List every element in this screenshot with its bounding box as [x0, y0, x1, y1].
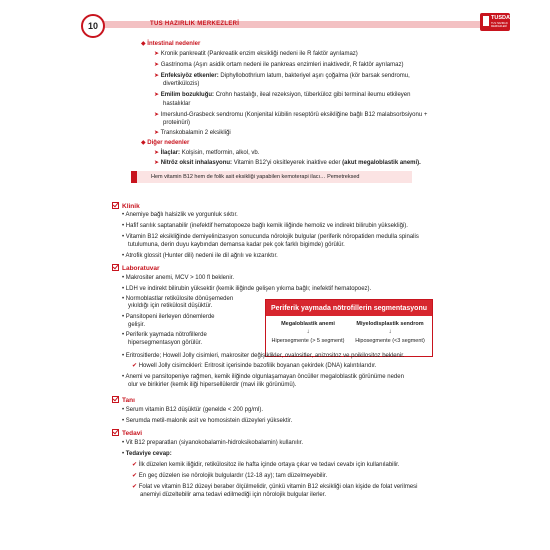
list-item-cont: hipersegmentasyon görülür.: [128, 340, 203, 346]
arrow-bullet-icon: ➤: [154, 51, 161, 57]
bullet-icon: •: [122, 223, 126, 229]
arrow-bullet-icon: ➤: [154, 150, 161, 156]
bullet-icon: •: [122, 440, 126, 446]
logo-subtext: TUS HAZIRLIK MERKEZLERİ: [491, 22, 508, 28]
check-icon: ✔: [132, 484, 139, 490]
bullet-icon: •: [122, 332, 126, 338]
bullet-icon: •: [122, 296, 126, 302]
bullet-icon: •: [122, 418, 126, 424]
checkbox-icon: [112, 429, 119, 436]
list-item: ➤ Nitröz oksit inhalasyonu: Vitamin B12'yi oksitleyerek inaktive eder (akut megaloblastik anemi).: [154, 160, 421, 166]
list-item-cont: hastalıklar: [163, 101, 191, 107]
bullet-icon: •: [122, 407, 126, 413]
down-arrow-icon: ↓: [306, 329, 310, 335]
list-item: • Tedaviye cevap:: [122, 451, 172, 457]
list-item: • Normoblastlar retikülosite dönüşemeden: [122, 296, 234, 302]
list-item: ✔ İlk düzelen kemik iliğidir, retikülositoz ile hafta içinde ortaya çıkar ve tedavi cevabı için kullanılabilir.: [132, 462, 400, 468]
list-item: • Vit B12 preparatları (siyanokobalamin-hidroksikobalamin) kullanılır.: [122, 440, 304, 446]
bullet-icon: •: [122, 234, 126, 240]
list-item: ➤ Imerslund-Grasbeck sendromu (Konjenital kübilin reseptörü eksikliğine bağlı B12 malabsorbsiyonu +: [154, 112, 428, 118]
info-note: [131, 171, 412, 183]
other-heading: ◆ Diğer nedenler: [141, 140, 190, 146]
list-item: ➤ Kronik pankreatit (Pankreatik enzim eksikliği nedeni ile R faktör ayrılamaz): [154, 51, 358, 57]
note-text: Hem vitamin B12 hem de folik asit eksikliği yapabilen kemoterapi ilacı… Pemetreksed: [151, 174, 360, 180]
list-item: ➤ Enfeksiyöz etkenler: Diphyllobothrium latum, bakteriyel aşırı çoğalma (kör barsak sendromu,: [154, 73, 410, 79]
right-value: Hiposegmente (<3 segment): [355, 338, 425, 344]
arrow-bullet-icon: ➤: [154, 160, 161, 166]
down-arrow-icon: ↓: [388, 329, 392, 335]
bullet-icon: •: [122, 353, 126, 359]
bullet-icon: •: [122, 451, 126, 457]
bullet-icon: •: [122, 275, 126, 281]
tani-heading: Tanı: [112, 396, 135, 404]
list-item: • Eritrositlerde; Howell Jolly cisimleri, makrositer değişiklikler, ovalositler, anizositoz ve poikilositoz beklenir.: [122, 353, 405, 359]
logo-text: TUSDATA: [491, 15, 517, 21]
list-item-cont: gelişir.: [128, 322, 146, 328]
list-item-cont: tutulumuna, derin duyu kaybından demansa kadar pek çok farklı bigimde) görülür.: [128, 242, 345, 248]
list-item: • Vitamin B12 eksikliğinde demiyelinizasyon sonucunda nörolojik bulgular (periferik nöropatiden medulla spinalis: [122, 234, 419, 240]
list-item: ✔ En geç düzelen ise nörolojik bulgulardır (12-18 ay); tam düzelmeyebilir.: [132, 473, 328, 479]
list-item-cont: divertikülozis): [163, 81, 200, 87]
tusdata-logo: [480, 13, 517, 31]
list-item: • Hafif sarılık saptanabilir (inefektif hematopoeze bağlı kemik iliğinde hemoliz ve indirekt bilirubin yüksekliği).: [122, 223, 408, 229]
table-title: Periferik yaymada nötrofillerin segmentasyonu: [266, 300, 432, 316]
list-item: • Anemiye bağlı halsizlik ve yorgunluk sıktır.: [122, 212, 238, 218]
arrow-bullet-icon: ➤: [154, 92, 161, 98]
list-item: ➤ Emilim bozukluğu: Crohn hastalığı, ileal rezeksiyon, tüberküloz gibi terminal ileumu etkileyen: [154, 92, 411, 98]
checkbox-icon: [112, 396, 119, 403]
list-item-cont: yıkıldığı için retikülosit düşüktür.: [128, 303, 213, 309]
bullet-icon: •: [122, 374, 126, 380]
list-item-cont: proteinüri): [163, 120, 191, 126]
list-item: ➤ Transkobalamin 2 eksikliği: [154, 130, 231, 136]
left-title: Megaloblastik anemi: [281, 321, 335, 327]
list-item-cont: anemiyi düzeltebilir ama tedavi edilmediği için nörolojik bulgular ilerler.: [140, 492, 327, 498]
intestinal-heading: ◆ İntestinal nedenler: [141, 41, 201, 47]
list-item: ✔ Folat ve vitamin B12 düzeyi beraber ölçülmelidir, çünkü vitamin B12 eksikliği olan kişide de folat verilmesi: [132, 484, 418, 490]
list-item: • Serum vitamin B12 düşüktür (genelde < 200 pg/ml).: [122, 407, 264, 413]
arrow-bullet-icon: ➤: [154, 62, 161, 68]
list-item: • Makrositer anemi, MCV > 100 fl beklenir.: [122, 275, 234, 281]
page-number: 10: [81, 14, 105, 38]
list-item: ➤ İlaçlar: Kolşisin, metformin, alkol, vb.: [154, 150, 260, 156]
checkbox-icon: [112, 264, 119, 271]
list-item: • LDH ve indirekt bilirubin yüksektir (kemik iliğinde gelişen yıkıma bağlı; inefektif hematopoez).: [122, 286, 372, 292]
segmentation-table: [265, 299, 433, 357]
klinik-heading: Klinik: [112, 202, 140, 210]
arrow-bullet-icon: ➤: [154, 73, 161, 79]
left-value: Hipersegmente (> 5 segment): [271, 338, 345, 344]
check-icon: ✔: [132, 462, 139, 468]
list-item: • Periferik yaymada nötrofillerde: [122, 332, 207, 338]
diamond-bullet-icon: ◆: [141, 41, 148, 47]
checkbox-icon: [112, 202, 119, 209]
list-item: • Anemi ve pansitopeniye rağmen, kemik iliğinde olgunlaşamayan öncüller megaloblastik görünüme neden: [122, 374, 404, 380]
bullet-icon: •: [122, 253, 126, 259]
logo-icon: [483, 16, 489, 26]
list-item: • Atrofik glossit (Hunter dili) nedeni ile dil ağrılı ve kızarıktır.: [122, 253, 278, 259]
arrow-bullet-icon: ➤: [154, 130, 161, 136]
list-item: • Serumda metil-malonik asit ve homosistein düzeyleri yüksektir.: [122, 418, 293, 424]
arrow-bullet-icon: ➤: [154, 112, 161, 118]
header-title: TUS HAZIRLIK MERKEZLERİ: [150, 21, 240, 27]
list-item: ✔ Howell Jolly cisimcikleri: Eritrosit içerisinde bazofilik boyanan çekirdek (DNA) kalıntılarıdır.: [132, 363, 377, 369]
right-title: Miyelodisplastik sendrom: [356, 321, 424, 327]
diamond-bullet-icon: ◆: [141, 140, 148, 146]
bullet-icon: •: [122, 286, 126, 292]
bullet-icon: •: [122, 314, 126, 320]
lab-heading: Laboratuvar: [112, 264, 160, 272]
list-item-cont: olur ve birikirler (kemik iliği hipersellülerdir (mavi ilik görünümü).: [128, 382, 297, 388]
check-icon: ✔: [132, 363, 139, 369]
bullet-icon: •: [122, 212, 126, 218]
check-icon: ✔: [132, 473, 139, 479]
list-item: ➤ Gastrinoma (Aşırı asidik ortam nedeni ile pankreas enzimleri inaktivedir, R faktör ayrılamaz): [154, 62, 404, 68]
tedavi-heading: Tedavi: [112, 429, 142, 437]
list-item: • Pansitopeni ilerleyen dönemlerde: [122, 314, 215, 320]
